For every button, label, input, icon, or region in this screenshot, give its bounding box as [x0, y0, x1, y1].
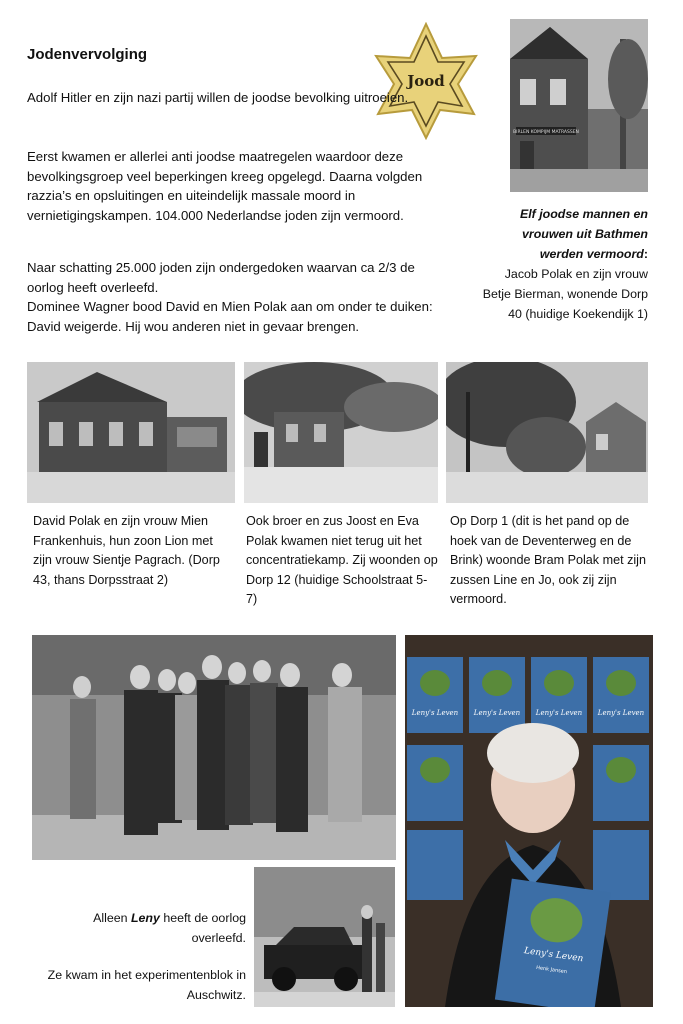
dorp-1-photo: [446, 362, 648, 503]
paragraph-hidden: Naar schatting 25.000 joden zijn ondergedoken waarvan ca 2/3 de oorlog heeft overleefd.: [27, 260, 415, 295]
leny-name: Leny: [130, 911, 160, 925]
star-of-david-image: [372, 22, 480, 140]
leny-portrait-photo: [405, 635, 653, 1007]
caption-dorp-1: Op Dorp 1 (dit is het pand op de hoek van de Deventerweg en de Brink) woonde Bram Polak met zijn zussen Line en Jo, ook zij zijn vermoord.: [450, 514, 646, 606]
leny-caption-pre: Alleen: [93, 911, 131, 925]
paragraph-measures: Eerst kwamen er allerlei anti joodse maatregelen waardoor deze bevolkingsgroep veel beperkingen kreeg opgelegd. Daarna volgden razzia’s en opsluitingen en uiteindelijk massale moord in vernietigingskampen. 104.000 Nederlandse joden zijn vermoord.: [27, 149, 423, 223]
dorp-43-photo: [27, 362, 235, 503]
held-book-author: Henk Jansen: [535, 964, 568, 976]
intro-paragraph: Adolf Hitler en zijn nazi partij willen de joodse bevolking uitroeien.: [27, 90, 409, 105]
leny-caption-post: heeft de oorlog overleefd.: [159, 911, 246, 945]
right-caption-text: Jacob Polak en zijn vrouw Betje Bierman, wonende Dorp 40 (huidige Koekendijk 1): [482, 267, 648, 321]
auschwitz-caption: Ze kwam in het experimentenblok in Auschwitz.: [47, 968, 246, 1002]
paragraph-wagner: Dominee Wagner bood David en Mien Polak aan om onder te duiken: David weigerde. Hij wou anderen niet in gevaar brengen.: [27, 299, 433, 334]
book-title-1: Leny's Leven: [411, 709, 459, 717]
caption-dorp-43: David Polak en zijn vrouw Mien Frankenhuis, hun zoon Lion met zijn vrouw Sientje Pagrach. (Dorp 43, thans Dorpsstraat 2): [33, 514, 220, 587]
car-photo: [254, 867, 395, 1007]
right-caption: [480, 204, 648, 324]
polak-house-photo: [510, 19, 648, 192]
page-title: Jodenvervolging: [27, 46, 148, 63]
book-title-4: Leny's Leven: [597, 709, 645, 717]
caption-dorp-12: Ook broer en zus Joost en Eva Polak kwamen niet terug uit het concentratiekamp. Zij woonden op Dorp 12 (huidige Schoolstraat 5-7): [246, 514, 438, 606]
held-book-title: Leny's Leven: [523, 946, 584, 965]
book-title-2: Leny's Leven: [473, 709, 521, 717]
dorp-12-photo: [244, 362, 438, 503]
right-caption-bold: Elf joodse mannen en vrouwen uit Bathmen werden vermoord: [519, 207, 648, 261]
leny-survived-caption: [60, 908, 246, 948]
star-text: Jood: [407, 72, 445, 90]
group-photo: [32, 635, 396, 860]
house-sign-text: BIRLEN KOMPIJM MATRASSEN: [513, 130, 579, 135]
right-caption-colon: :: [643, 247, 648, 261]
book-title-3: Leny's Leven: [535, 709, 583, 717]
